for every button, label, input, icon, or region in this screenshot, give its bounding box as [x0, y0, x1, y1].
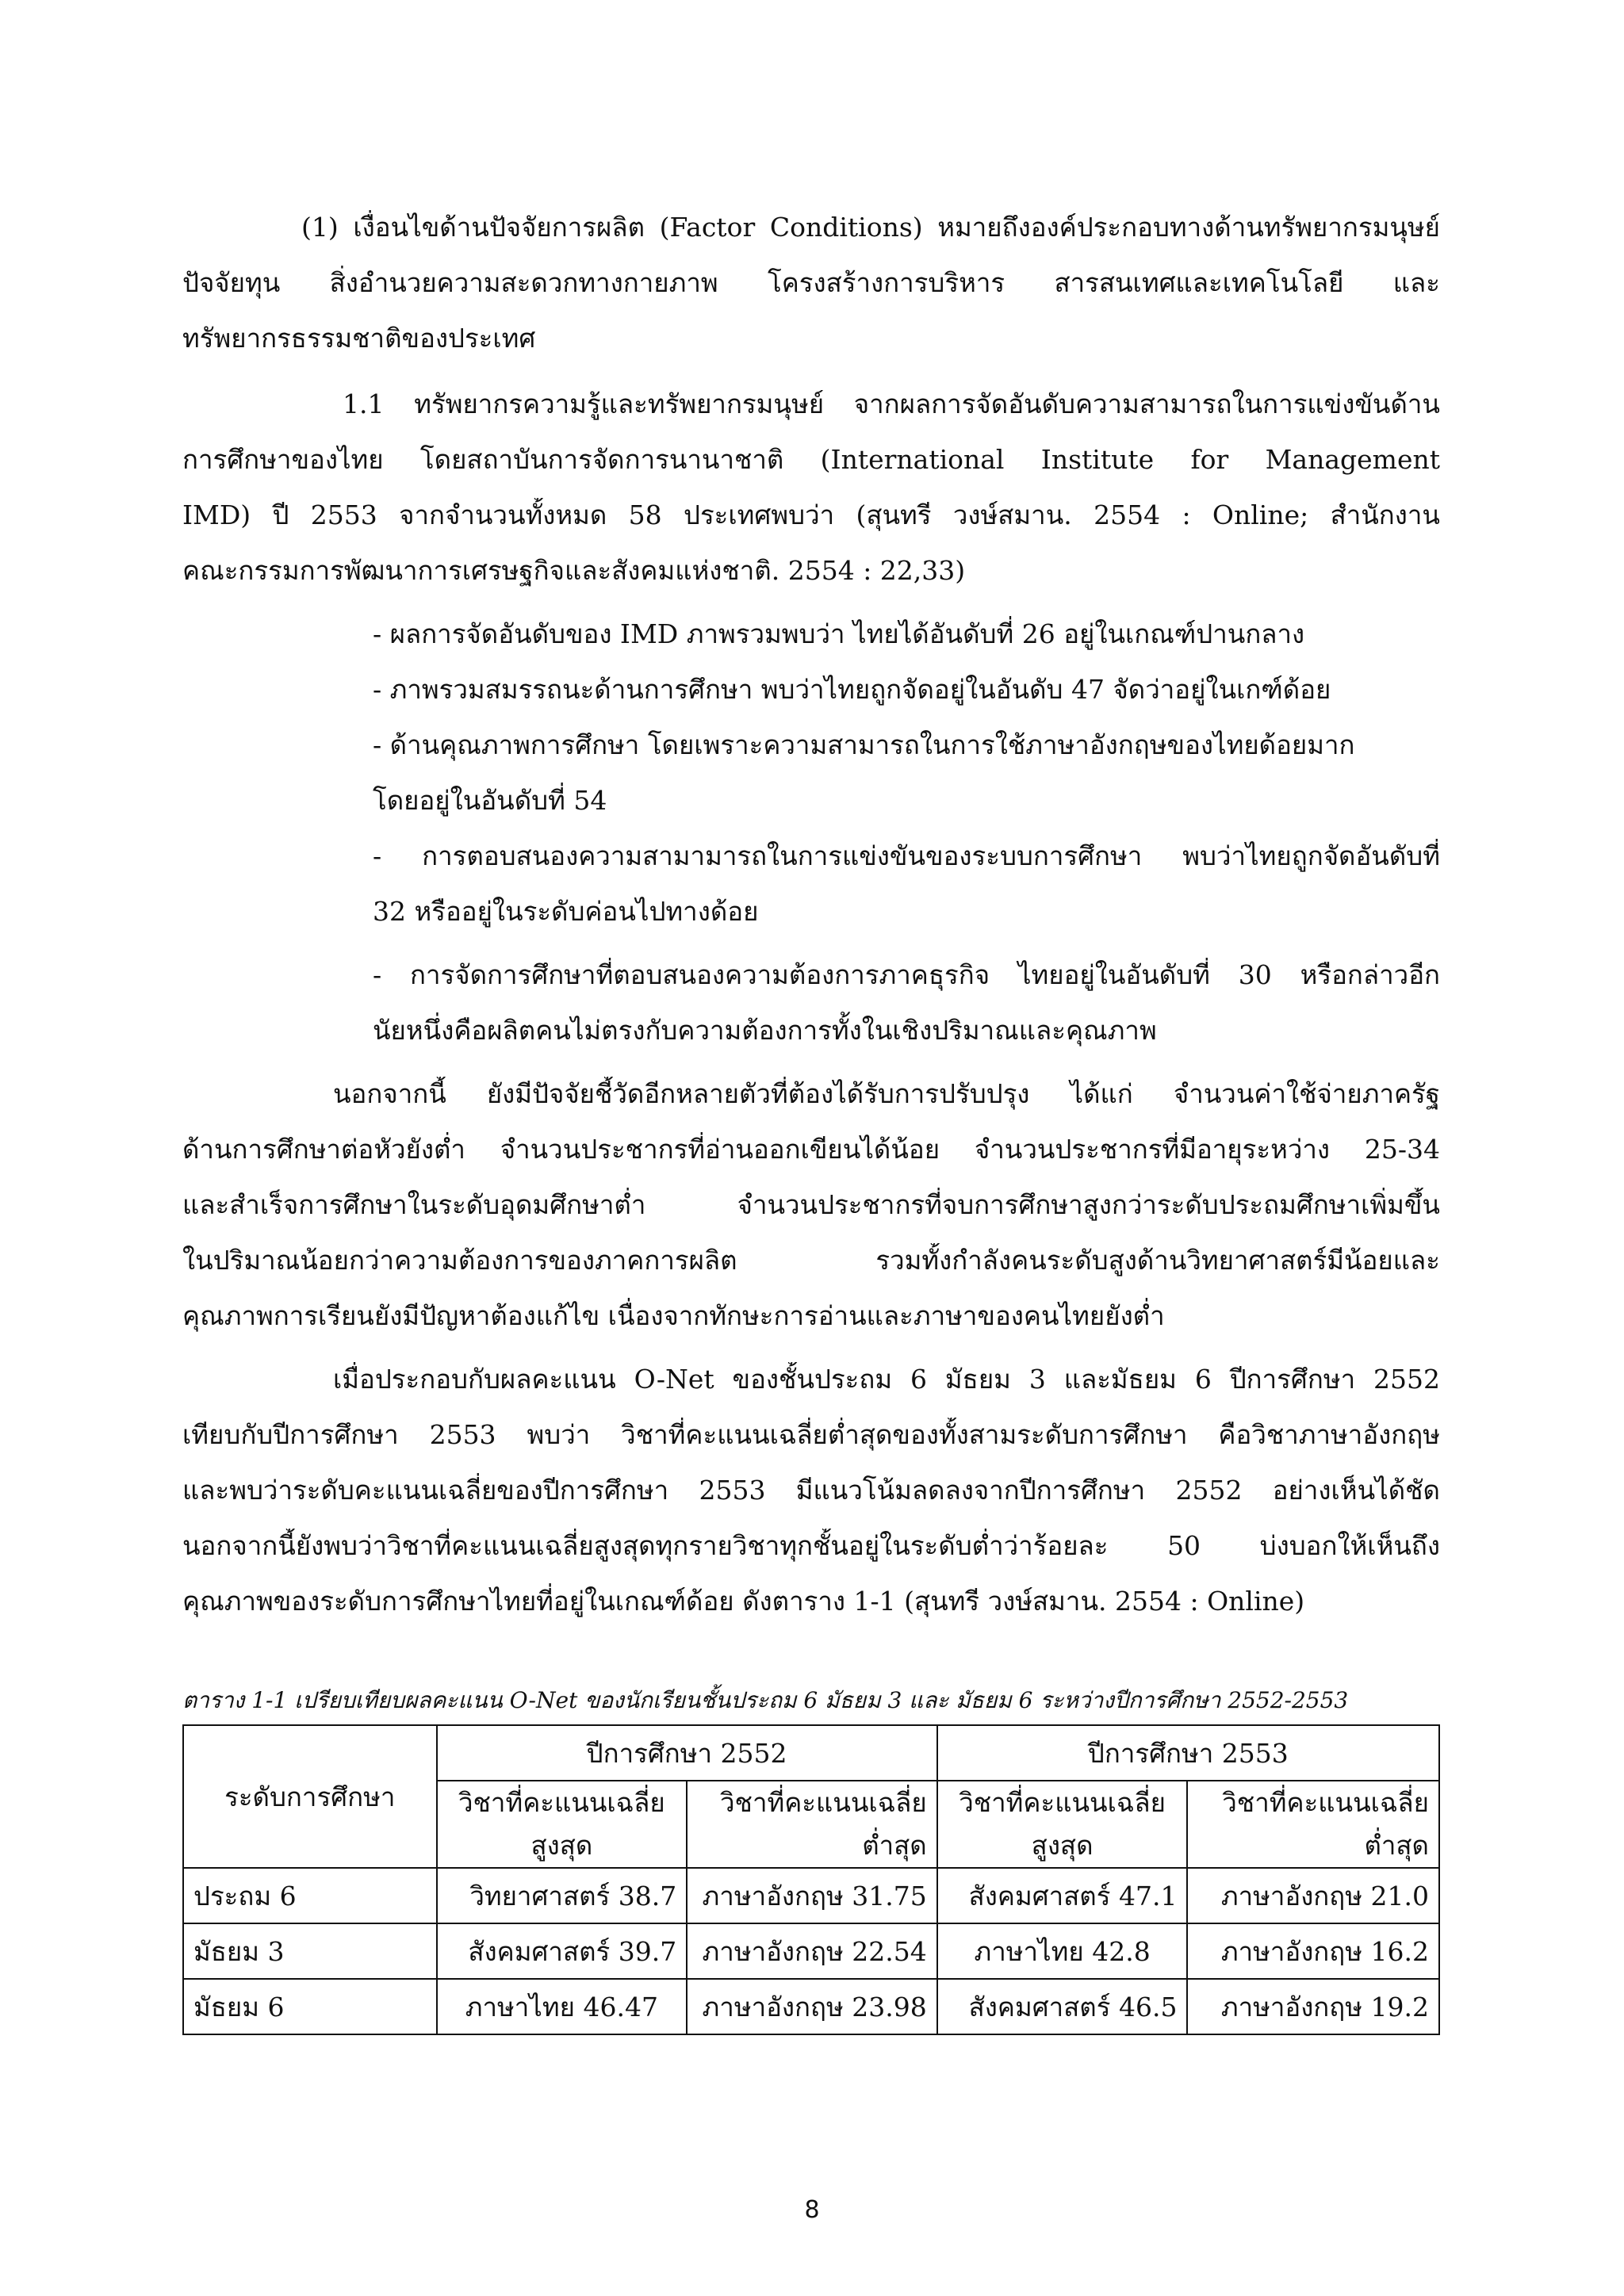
table-cell: ภาษาอังกฤษ 21.0 — [1187, 1868, 1439, 1923]
table-row — [183, 1868, 1439, 1923]
table-row — [183, 1979, 1439, 2034]
table-cell: ภาษาอังกฤษ 23.98 — [687, 1979, 937, 2034]
header-year-2552: ปีการศึกษา 2552 — [437, 1725, 937, 1781]
paragraph-4-line-2: เทียบกับปีการศึกษา 2553 พบว่า วิชาที่คะแนนเฉลี่ยต่ำสุดของทั้งสามระดับการศึกษา คือวิชาภาษาอังกฤษ — [182, 1419, 1440, 1450]
paragraph-4-line-3: และพบว่าระดับคะแนนเฉลี่ยของปีการศึกษา 2553 มีแนวโน้มลดลงจากปีการศึกษา 2552 อย่างเห็นได้ชัด — [182, 1475, 1440, 1506]
table-cell: ภาษาอังกฤษ 31.75 — [687, 1868, 937, 1923]
paragraph-3-line-3: และสำเร็จการศึกษาในระดับอุดมศึกษาต่ำ จำนวนประชากรที่จบการศึกษาสูงกว่าระดับประถมศึกษาเพิ่มขึ้น — [182, 1189, 1440, 1220]
subheader-cell: วิชาที่คะแนนเฉลี่ย ต่ำสุด — [687, 1781, 937, 1868]
bullet-item-continuation: 32 หรืออยู่ในระดับค่อนไปทางด้อย — [373, 896, 759, 927]
paragraph-2-line-1: 1.1 ทรัพยากรความรู้และทรัพยากรมนุษย์ จากผลการจัดอันดับความสามารถในการแข่งขันด้าน — [343, 388, 1440, 419]
table-cell: มัธยม 6 — [183, 1979, 437, 2034]
paragraph-2-line-2: การศึกษาของไทย โดยสถาบันการจัดการนานาชาติ (International Institute for Management — [182, 444, 1440, 475]
bullet-item: - การจัดการศึกษาที่ตอบสนองความต้องการภาคธุรกิจ ไทยอยู่ในอันดับที่ 30 หรือกล่าวอีก — [373, 959, 1440, 990]
paragraph-4-line-4: นอกจากนี้ยังพบว่าวิชาที่คะแนนเฉลี่ยสูงสุดทุกรายวิชาทุกชั้นอยู่ในระดับต่ำว่าร้อยละ 50 บ่งบอกให้เห็นถึง — [182, 1530, 1440, 1561]
page-number: 8 — [804, 2196, 820, 2224]
paragraph-3-line-4: ในปริมาณน้อยกว่าความต้องการของภาคการผลิต รวมทั้งกำลังคนระดับสูงด้านวิทยาศาสตร์มีน้อยและ — [182, 1245, 1440, 1276]
onet-comparison-table — [182, 1724, 1440, 2035]
paragraph-1-line-2: ปัจจัยทุน สิ่งอำนวยความสะดวกทางกายภาพ โครงสร้างการบริหาร สารสนเทศและเทคโนโลยี และ — [182, 267, 1440, 298]
table-caption: ตาราง 1-1 เปรียบเทียบผลคะแนน O-Net ของนักเรียนชั้นประถม 6 มัธยม 3 และ มัธยม 6 ระหว่างปีการศึกษา 2552-2553 — [182, 1687, 1349, 1713]
header-year-2553: ปีการศึกษา 2553 — [937, 1725, 1439, 1781]
paragraph-1-line-3: ทรัพยากรธรรมชาติของประเทศ — [182, 323, 536, 354]
bullet-item-continuation: โดยอยู่ในอันดับที่ 54 — [373, 785, 607, 816]
paragraph-1-line-1: (1) เงื่อนไขด้านปัจจัยการผลิต (Factor Conditions) หมายถึงองค์ประกอบทางด้านทรัพยากรมนุษย์ — [301, 212, 1440, 243]
table-header-row — [183, 1725, 1439, 1781]
paragraph-2-line-4: คณะกรรมการพัฒนาการเศรษฐกิจและสังคมแห่งชาติ. 2554 : 22,33) — [182, 555, 966, 586]
paragraph-3-line-1: นอกจากนี้ ยังมีปัจจัยชี้วัดอีกหลายตัวที่ต้องได้รับการปรับปรุง ได้แก่ จำนวนค่าใช้จ่ายภาครัฐ — [333, 1078, 1440, 1109]
table-cell: สังคมศาสตร์ 46.5 — [937, 1979, 1188, 2034]
paragraph-3-line-5: คุณภาพการเรียนยังมีปัญหาต้องแก้ไข เนื่องจากทักษะการอ่านและภาษาของคนไทยยังต่ำ — [182, 1300, 1165, 1331]
table-cell: ประถม 6 — [183, 1868, 437, 1923]
subheader-cell: วิชาที่คะแนนเฉลี่ย ต่ำสุด — [1187, 1781, 1439, 1868]
bullet-item: - ผลการจัดอันดับของ IMD ภาพรวมพบว่า ไทยได้อันดับที่ 26 อยู่ในเกณฑ์ปานกลาง — [373, 618, 1305, 649]
table-cell: ภาษาอังกฤษ 19.2 — [1187, 1979, 1439, 2034]
table-cell: มัธยม 3 — [183, 1923, 437, 1979]
table-cell: ภาษาไทย 42.8 — [937, 1923, 1188, 1979]
table-cell: วิทยาศาสตร์ 38.7 — [437, 1868, 688, 1923]
bullet-item: - ด้านคุณภาพการศึกษา โดยเพราะความสามารถในการใช้ภาษาอังกฤษของไทยด้อยมาก — [373, 729, 1355, 760]
table-row — [183, 1923, 1439, 1979]
bullet-item-continuation: นัยหนึ่งคือผลิตคนไม่ตรงกับความต้องการทั้งในเชิงปริมาณและคุณภาพ — [373, 1015, 1157, 1046]
table-cell: ภาษาอังกฤษ 22.54 — [687, 1923, 937, 1979]
paragraph-4-line-1: เมื่อประกอบกับผลคะแนน O-Net ของชั้นประถม 6 มัธยม 3 และมัธยม 6 ปีการศึกษา 2552 — [333, 1364, 1440, 1395]
subheader-cell: วิชาที่คะแนนเฉลี่ย สูงสุด — [437, 1781, 688, 1868]
paragraph-3-line-2: ด้านการศึกษาต่อหัวยังต่ำ จำนวนประชากรที่อ่านออกเขียนได้น้อย จำนวนประชากรที่มีอายุระหว่าง 25-34 — [182, 1134, 1440, 1165]
subheader-cell: วิชาที่คะแนนเฉลี่ย สูงสุด — [937, 1781, 1188, 1868]
paragraph-4-line-5: คุณภาพของระดับการศึกษาไทยที่อยู่ในเกณฑ์ด้อย ดังตาราง 1-1 (สุนทรี วงษ์สมาน. 2554 : Online) — [182, 1586, 1305, 1617]
header-level: ระดับการศึกษา — [183, 1725, 437, 1868]
table-cell: สังคมศาสตร์ 47.1 — [937, 1868, 1188, 1923]
paragraph-2-line-3: IMD) ปี 2553 จากจำนวนทั้งหมด 58 ประเทศพบว่า (สุนทรี วงษ์สมาน. 2554 : Online; สำนักงาน — [182, 499, 1440, 530]
table-cell: ภาษาไทย 46.47 — [437, 1979, 688, 2034]
bullet-item: - ภาพรวมสมรรถนะด้านการศึกษา พบว่าไทยถูกจัดอยู่ในอันดับ 47 จัดว่าอยู่ในเกฑ์ด้อย — [373, 674, 1331, 705]
table-cell: ภาษาอังกฤษ 16.2 — [1187, 1923, 1439, 1979]
table-cell: สังคมศาสตร์ 39.7 — [437, 1923, 688, 1979]
bullet-item: - การตอบสนองความสามามารถในการแข่งขันของระบบการศึกษา พบว่าไทยถูกจัดอันดับที่ — [373, 840, 1440, 871]
